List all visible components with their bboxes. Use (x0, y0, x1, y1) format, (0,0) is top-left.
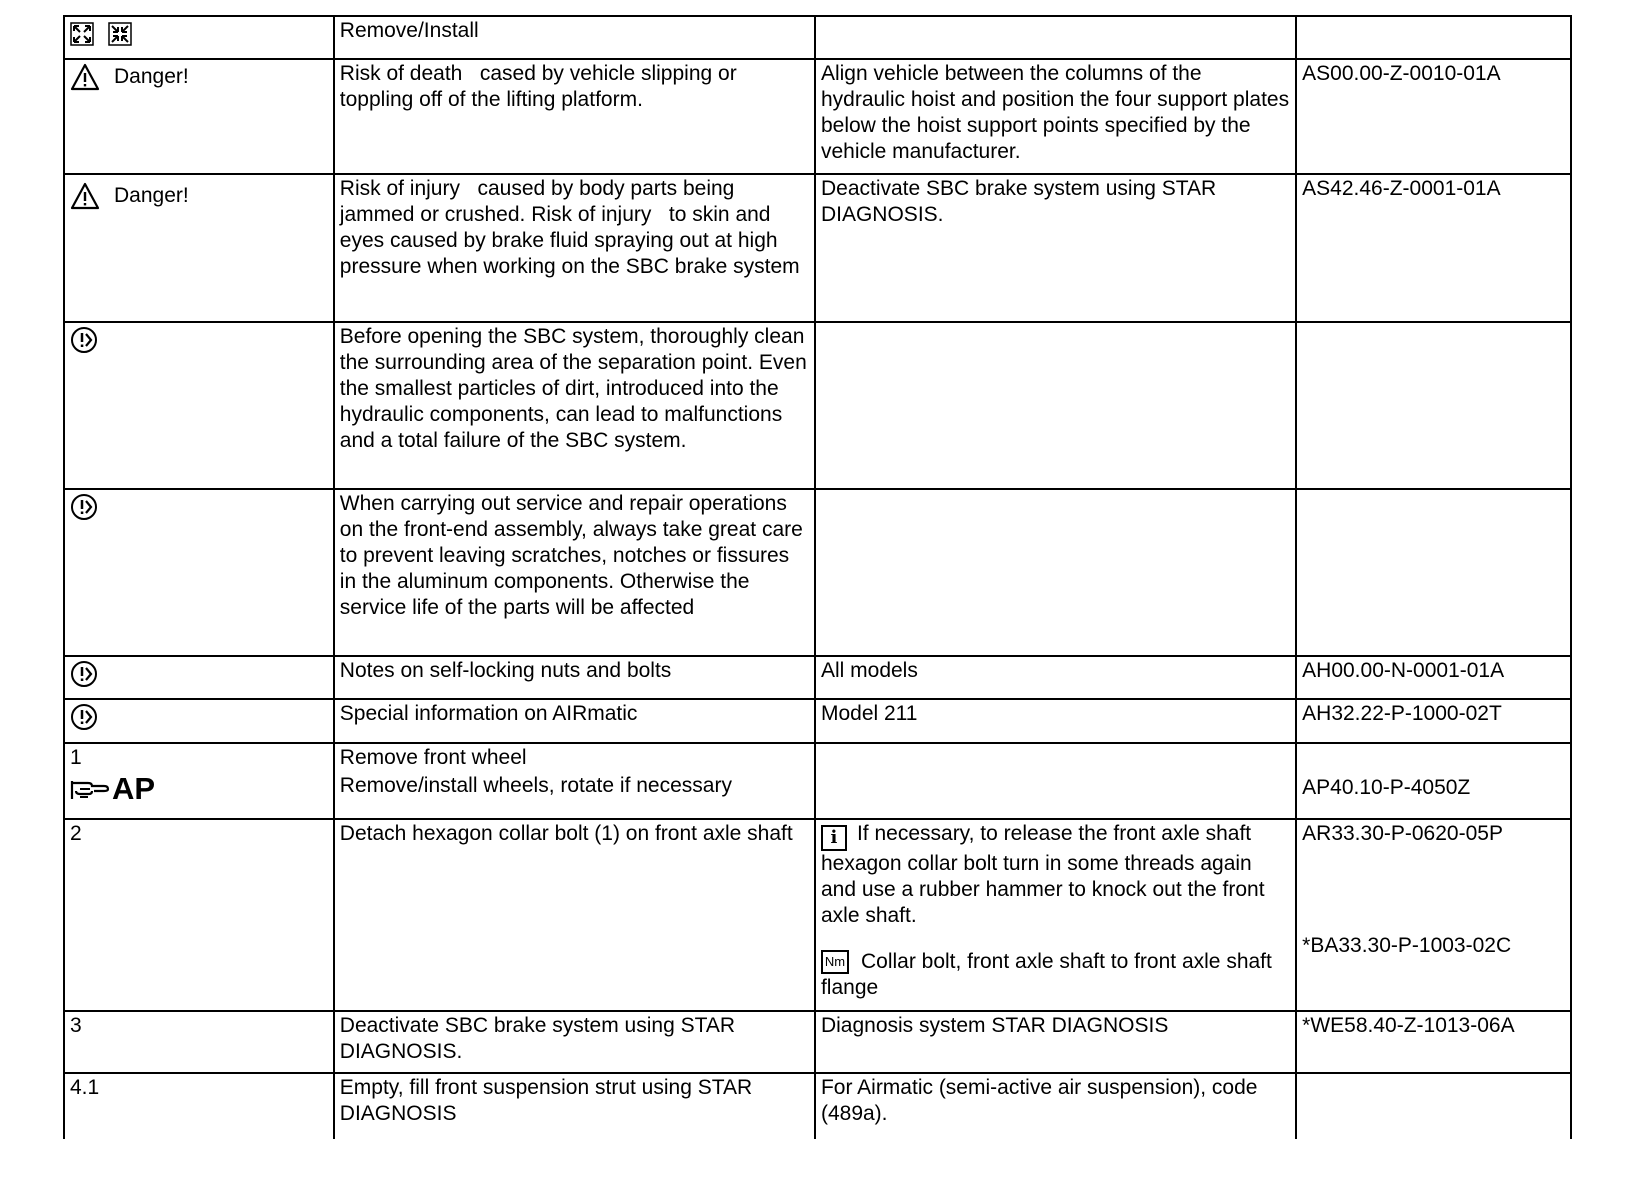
table-row (64, 59, 1571, 174)
pointing-hand-icon (70, 777, 110, 801)
measure-text: For Airmatic (semi-active air suspension), code (489a). (820, 1075, 1258, 1125)
table-row (64, 1011, 1571, 1073)
table-row (64, 489, 1571, 657)
note-icon (70, 326, 98, 354)
reference-link[interactable]: AR33.30-P-0620-05P (1302, 822, 1503, 846)
table-row (64, 743, 1571, 820)
table-row (64, 174, 1571, 322)
step-text: Empty, fill front suspension strut using STAR DIAGNOSIS (339, 1075, 753, 1125)
note-text: Special information on AIRmatic (339, 702, 638, 726)
step-subtext: Remove/install wheels, rotate if necessary (339, 773, 732, 797)
note-icon (70, 703, 98, 731)
step-number: 4.1 (70, 1075, 100, 1099)
ap-label: AP (112, 770, 156, 806)
risk-text: caused by body parts being jammed or crushed. (339, 177, 735, 227)
note-icon (70, 660, 98, 688)
torque-nm-icon: Nm (821, 950, 849, 974)
step-number: 1 (70, 745, 82, 769)
note-text: Before opening the SBC system, thoroughly clean the surrounding area of the separation point. Even the smallest particles of dirt, introduced into the hydraulic components, can lead to malfunctions and a total failure of the SBC system. (339, 325, 807, 453)
risk-text: to skin and eyes caused by brake fluid spraying out at high pressure when working on the SBC brake system (339, 203, 800, 279)
expand-icon[interactable] (70, 22, 94, 46)
table-row (64, 656, 1571, 699)
torque-text: Collar bolt, front axle shaft to front axle shaft flange (820, 950, 1272, 1000)
step-text: Deactivate SBC brake system using STAR DIAGNOSIS. (339, 1013, 736, 1063)
step-text: Remove front wheel (339, 745, 527, 769)
measure-text: Align vehicle between the columns of the hydraulic hoist and position the four support plates below the hoist support points specified by the vehicle manufacturer. (820, 62, 1290, 164)
table-row (64, 819, 1571, 1010)
reference-link[interactable]: AP40.10-P-4050Z (1302, 775, 1471, 799)
table-row (64, 699, 1571, 742)
note-icon (70, 493, 98, 521)
step-text: Detach hexagon collar bolt (1) on front axle shaft (339, 822, 793, 846)
step-number: 2 (70, 822, 82, 846)
ap-link[interactable] (70, 770, 328, 806)
measure-text: Deactivate SBC brake system using STAR DIAGNOSIS. (820, 177, 1217, 227)
risk-prefix: Risk of injury (339, 177, 460, 201)
warning-triangle-icon (70, 63, 100, 91)
step-number: 3 (70, 1013, 82, 1037)
reference-link[interactable]: AH32.22-P-1000-02T (1302, 702, 1502, 726)
danger-label: Danger! (114, 65, 189, 89)
reference-link[interactable]: AH00.00-N-0001-01A (1302, 659, 1505, 683)
procedure-table (63, 15, 1572, 1139)
risk-prefix: Risk of death (339, 62, 463, 86)
table-row (64, 1073, 1571, 1139)
reference-link[interactable]: *BA33.30-P-1003-02C (1302, 934, 1512, 958)
risk-text: cased by vehicle slipping or toppling off of the lifting platform. (339, 62, 737, 112)
reference-link[interactable]: *WE58.40-Z-1013-06A (1302, 1013, 1515, 1037)
danger-label: Danger! (114, 184, 189, 208)
header-row (64, 16, 1571, 59)
note-text: Notes on self-locking nuts and bolts (339, 659, 672, 683)
header-title: Remove/Install (334, 16, 815, 59)
info-icon: i (821, 825, 847, 851)
reference-link[interactable]: AS42.46-Z-0001-01A (1302, 177, 1501, 201)
measure-text: Model 211 (820, 702, 918, 726)
measure-text: Diagnosis system STAR DIAGNOSIS (820, 1013, 1169, 1037)
note-text: When carrying out service and repair operations on the front-end assembly, always take great care to prevent leaving scratches, notches or fissures in the aluminum components. Otherwise the service life of the parts will be affected (339, 491, 803, 619)
measure-text: All models (820, 659, 918, 683)
warning-triangle-icon (70, 182, 100, 210)
measure-text: If necessary, to release the front axle shaft hexagon collar bolt turn in some threads again and use a rubber hammer to knock out the front axle shaft. (820, 822, 1265, 928)
risk-prefix: Risk of injury (531, 203, 652, 227)
collapse-icon[interactable] (108, 22, 132, 46)
table-row (64, 322, 1571, 488)
header-icons-cell (64, 16, 334, 59)
reference-link[interactable]: AS00.00-Z-0010-01A (1302, 62, 1501, 86)
